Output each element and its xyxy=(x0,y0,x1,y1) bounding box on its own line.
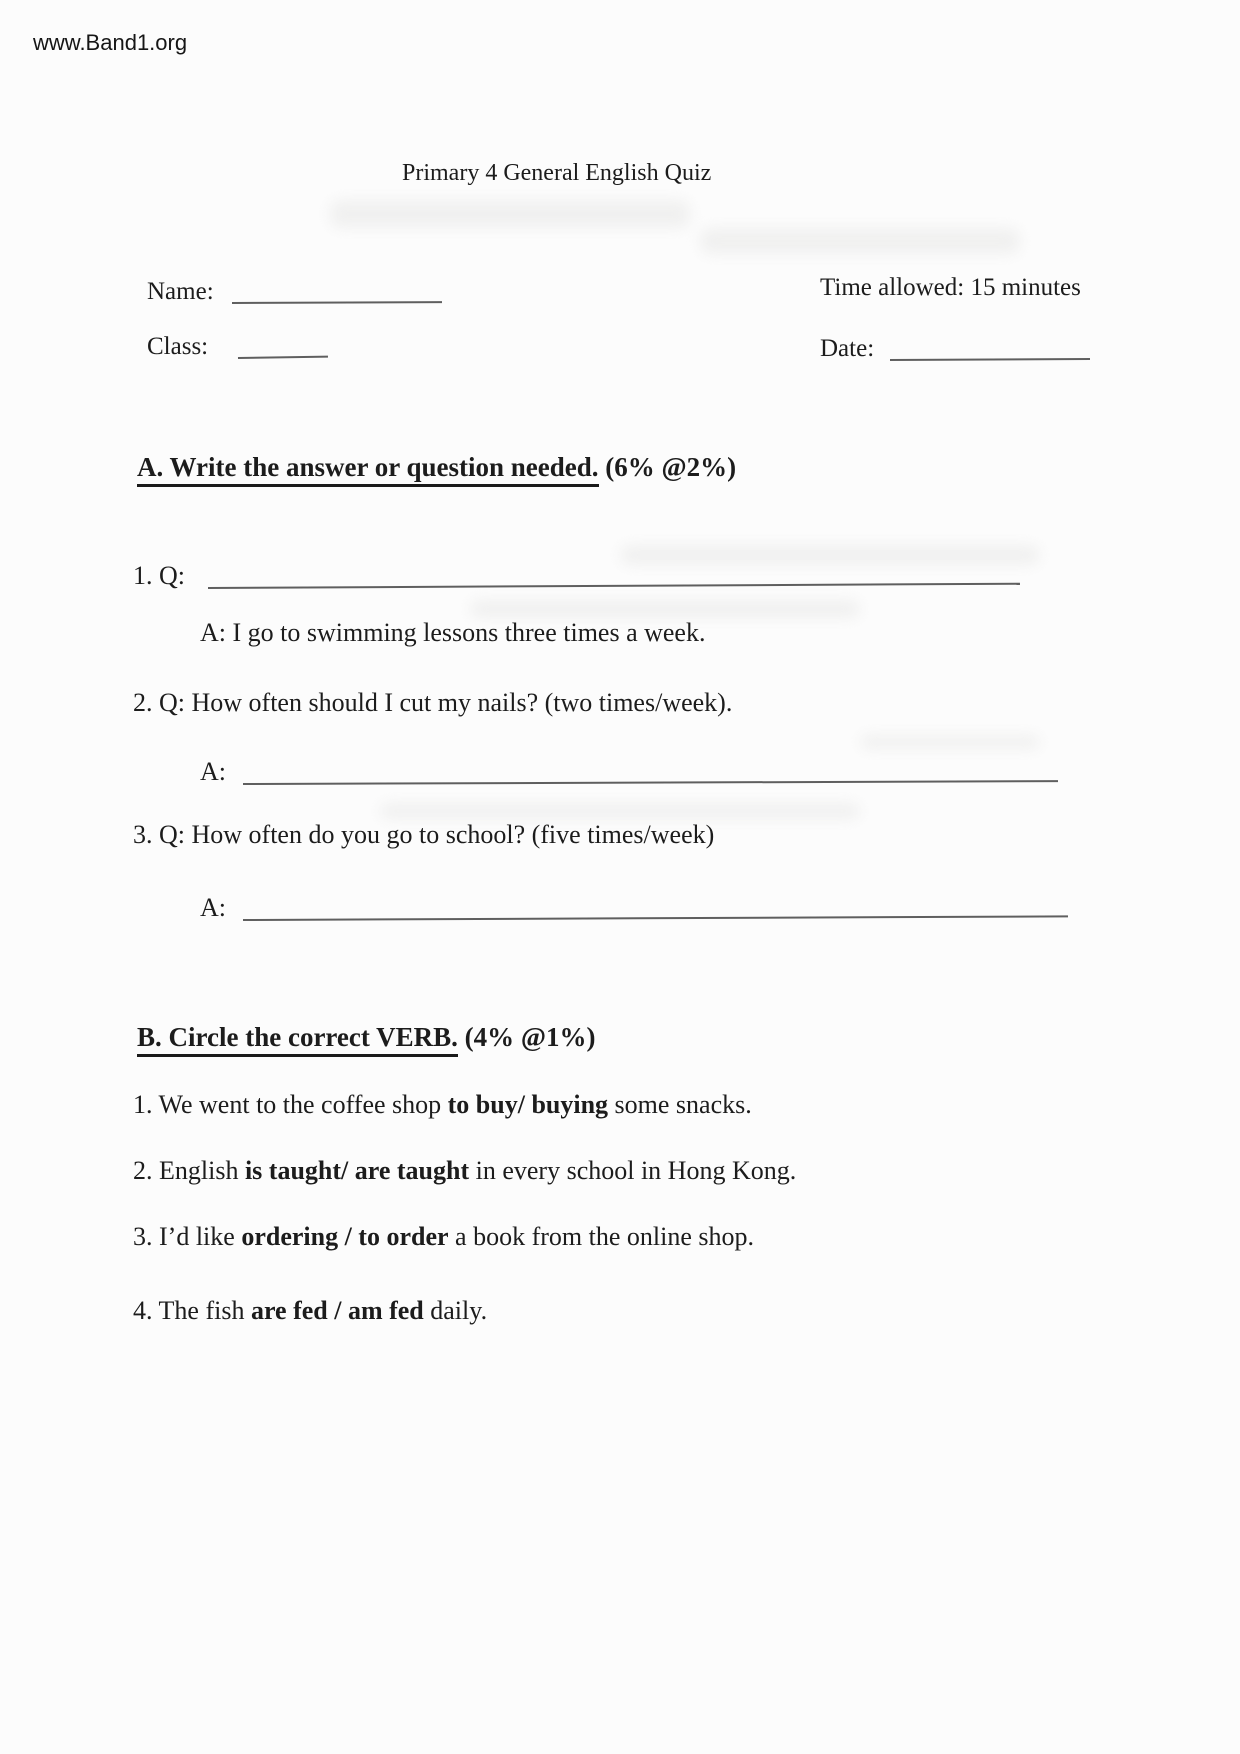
verb-item-4-choices: are fed / am fed xyxy=(250,1296,424,1325)
verb-item-1-pre: 1. We went to the coffee shop xyxy=(133,1090,448,1119)
section-b-heading xyxy=(137,1022,596,1053)
answer-3-row xyxy=(200,888,1068,923)
date-field-row xyxy=(820,329,1090,363)
answer-2-label: A: xyxy=(200,757,226,786)
class-field-row xyxy=(147,327,328,361)
date-label: Date: xyxy=(820,335,875,362)
question-1-row xyxy=(133,556,1020,591)
time-allowed: Time allowed: 15 minutes xyxy=(820,274,1081,301)
verb-item-1-post: some snacks. xyxy=(608,1090,752,1119)
section-a-heading xyxy=(137,452,736,483)
site-url: www.Band1.org xyxy=(33,30,188,55)
scan-artifact xyxy=(860,735,1040,749)
verb-item-3 xyxy=(133,1222,754,1252)
question-3-text: 3. Q: How often do you go to school? (five times/week) xyxy=(133,820,715,849)
answer-3-label: A: xyxy=(200,893,226,922)
scan-artifact xyxy=(470,600,860,618)
scan-artifact xyxy=(700,228,1020,254)
page-title: Primary 4 General English Quiz xyxy=(402,160,712,186)
date-blank-line xyxy=(890,333,1090,361)
question-1-blank-line xyxy=(207,557,1019,589)
name-blank-line xyxy=(232,276,442,304)
verb-item-2 xyxy=(133,1156,796,1186)
answer-2-blank-line xyxy=(242,754,1057,785)
class-blank-line xyxy=(238,331,328,359)
section-a-marks: (6% @2%) xyxy=(605,452,737,482)
answer-1-text: A: I go to swimming lessons three times a week. xyxy=(200,618,706,647)
answer-2-row xyxy=(200,752,1058,787)
section-a-heading-text: A. Write the answer or question needed. xyxy=(137,452,599,487)
verb-item-4-pre: 4. The fish xyxy=(133,1296,251,1325)
question-2-text: 2. Q: How often should I cut my nails? (two times/week). xyxy=(133,688,733,717)
scan-artifact xyxy=(380,803,860,819)
verb-item-4-post: daily. xyxy=(423,1296,488,1325)
section-b-marks: (4% @1%) xyxy=(464,1022,596,1052)
verb-item-3-pre: 3. I’d like xyxy=(133,1222,242,1251)
verb-item-2-choices: is taught/ are taught xyxy=(244,1156,470,1185)
question-1-label: 1. Q: xyxy=(133,561,185,590)
verb-item-2-post: in every school in Hong Kong. xyxy=(469,1156,797,1185)
verb-item-4 xyxy=(133,1296,487,1326)
name-label: Name: xyxy=(147,278,214,305)
verb-item-3-choices: ordering / to order xyxy=(241,1222,449,1251)
answer-3-blank-line xyxy=(242,889,1067,921)
class-label: Class: xyxy=(147,333,209,360)
scan-artifact xyxy=(330,200,690,228)
verb-item-1 xyxy=(133,1090,752,1120)
name-field-row xyxy=(147,272,442,306)
verb-item-3-post: a book from the online shop. xyxy=(448,1222,754,1251)
verb-item-1-choices: to buy/ buying xyxy=(447,1090,609,1119)
section-b-heading-text: B. Circle the correct VERB. xyxy=(137,1022,458,1057)
verb-item-2-pre: 2. English xyxy=(133,1156,245,1185)
